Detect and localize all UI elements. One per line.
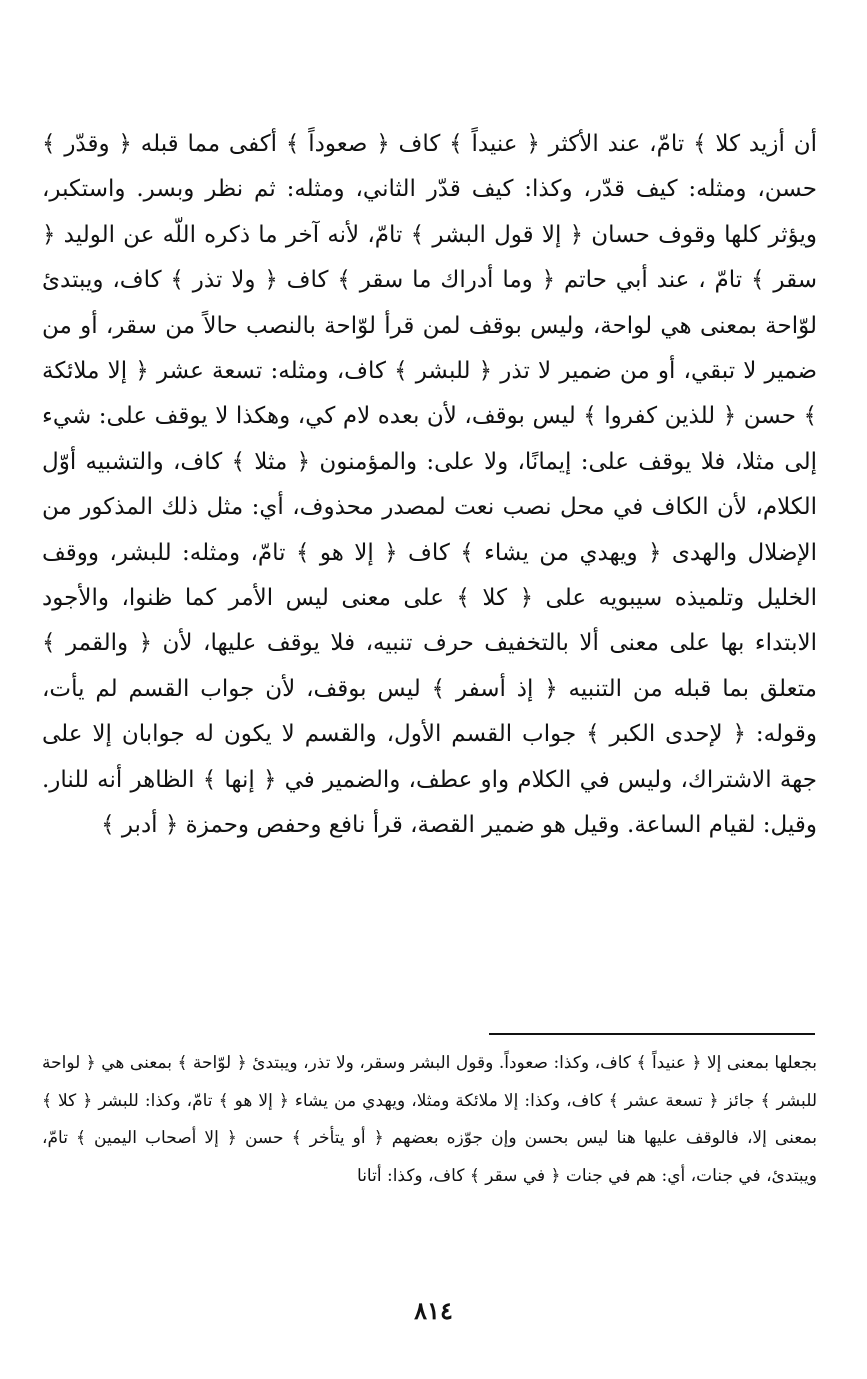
footnote-paragraph: بجعلها بمعنى إلا ﴿ عنيداً ﴾ كاف، وكذا: صعوداً. وقول البشر وسقر، ولا تذر، ويبتدئ ﴿ لوّاحة ﴾ بمعنى هي ﴿ لواحة للبشر ﴾ جائز ﴿ تسعة عشر ﴾ كاف، وكذا: إلا ملائكة ومثلا، ويهدي من يشاء ﴿ إلا هو ﴾ تامّ، وكذا: للبشر ﴿ كلا ﴾ بمعنى إلا، فالوقف عليها هنا ليس بحسن وإن جوّزه بعضهم ﴿ أو يتأخر ﴾ حسن ﴿ إلا أصحاب اليمين ﴾ تامّ، ويبتدئ، في جنات، أي: هم في جنات ﴿ في سقر ﴾ كاف، وكذا: أتانا bbox=[42, 1053, 817, 1186]
page-number: ٨١٤ bbox=[414, 1296, 453, 1325]
footnote-block bbox=[42, 1045, 817, 1195]
main-paragraph: أن أزيد كلا ﴾ تامّ، عند الأكثر ﴿ عنيداً ﴾ كاف ﴿ صعوداً ﴾ أكفى مما قبله ﴿ وقدّر ﴾ حسن، ومثله: كيف قدّر، وكذا: كيف قدّر الثاني، ومثله: ثم نظر وبسر. واستكبر، ويؤثر كلها وقوف حسان ﴿ إلا قول البشر ﴾ تامّ، لأنه آخر ما ذكره اللّه عن الوليد ﴿ سقر ﴾ تامّ ، عند أبي حاتم ﴿ وما أدراك ما سقر ﴾ كاف ﴿ ولا تذر ﴾ كاف، ويبتدئ لوّاحة بمعنى هي لواحة، وليس بوقف لمن قرأ لوّاحة بالنصب حالاً من سقر، أو من ضمير لا تبقي، أو من ضمير لا تذر ﴿ للبشر ﴾ كاف، ومثله: تسعة عشر ﴿ إلا ملائكة ﴾ حسن ﴿ للذين كفروا ﴾ ليس بوقف، لأن بعده لام كي، وهكذا لا يوقف على: شيء إلى مثلا، فلا يوقف على: إيمانًا، ولا على: والمؤمنون ﴿ مثلا ﴾ كاف، والتشبيه أوّل الكلام، لأن الكاف في محل نصب نعت لمصدر محذوف، أي: مثل ذلك المذكور من الإضلال والهدى ﴿ ويهدي من يشاء ﴾ كاف ﴿ إلا هو ﴾ تامّ، ومثله: للبشر، ووقف الخليل وتلميذه سيبويه على ﴿ كلا ﴾ على معنى ليس الأمر كما ظنوا، والأجود الابتداء بها على معنى ألا بالتخفيف حرف تنبيه، فلا يوقف عليها، لأن ﴿ والقمر ﴾ متعلق بما قبله من التنبيه ﴿ إذ أسفر ﴾ ليس بوقف، لأن جواب القسم لم يأت، وقوله: ﴿ لإحدى الكبر ﴾ جواب القسم الأول، والقسم لا يكون له جوابان إلا على جهة الاشتراك، وليس في الكلام واو عطف، والضمير في ﴿ إنها ﴾ الظاهر أنه للنار. وقيل: لقيام الساعة. وقيل هو ضمير القصة، قرأ نافع وحفص وحمزة ﴿ أدبر ﴾ bbox=[42, 131, 817, 839]
main-text-block bbox=[42, 122, 817, 849]
footnote-divider bbox=[489, 1033, 815, 1035]
